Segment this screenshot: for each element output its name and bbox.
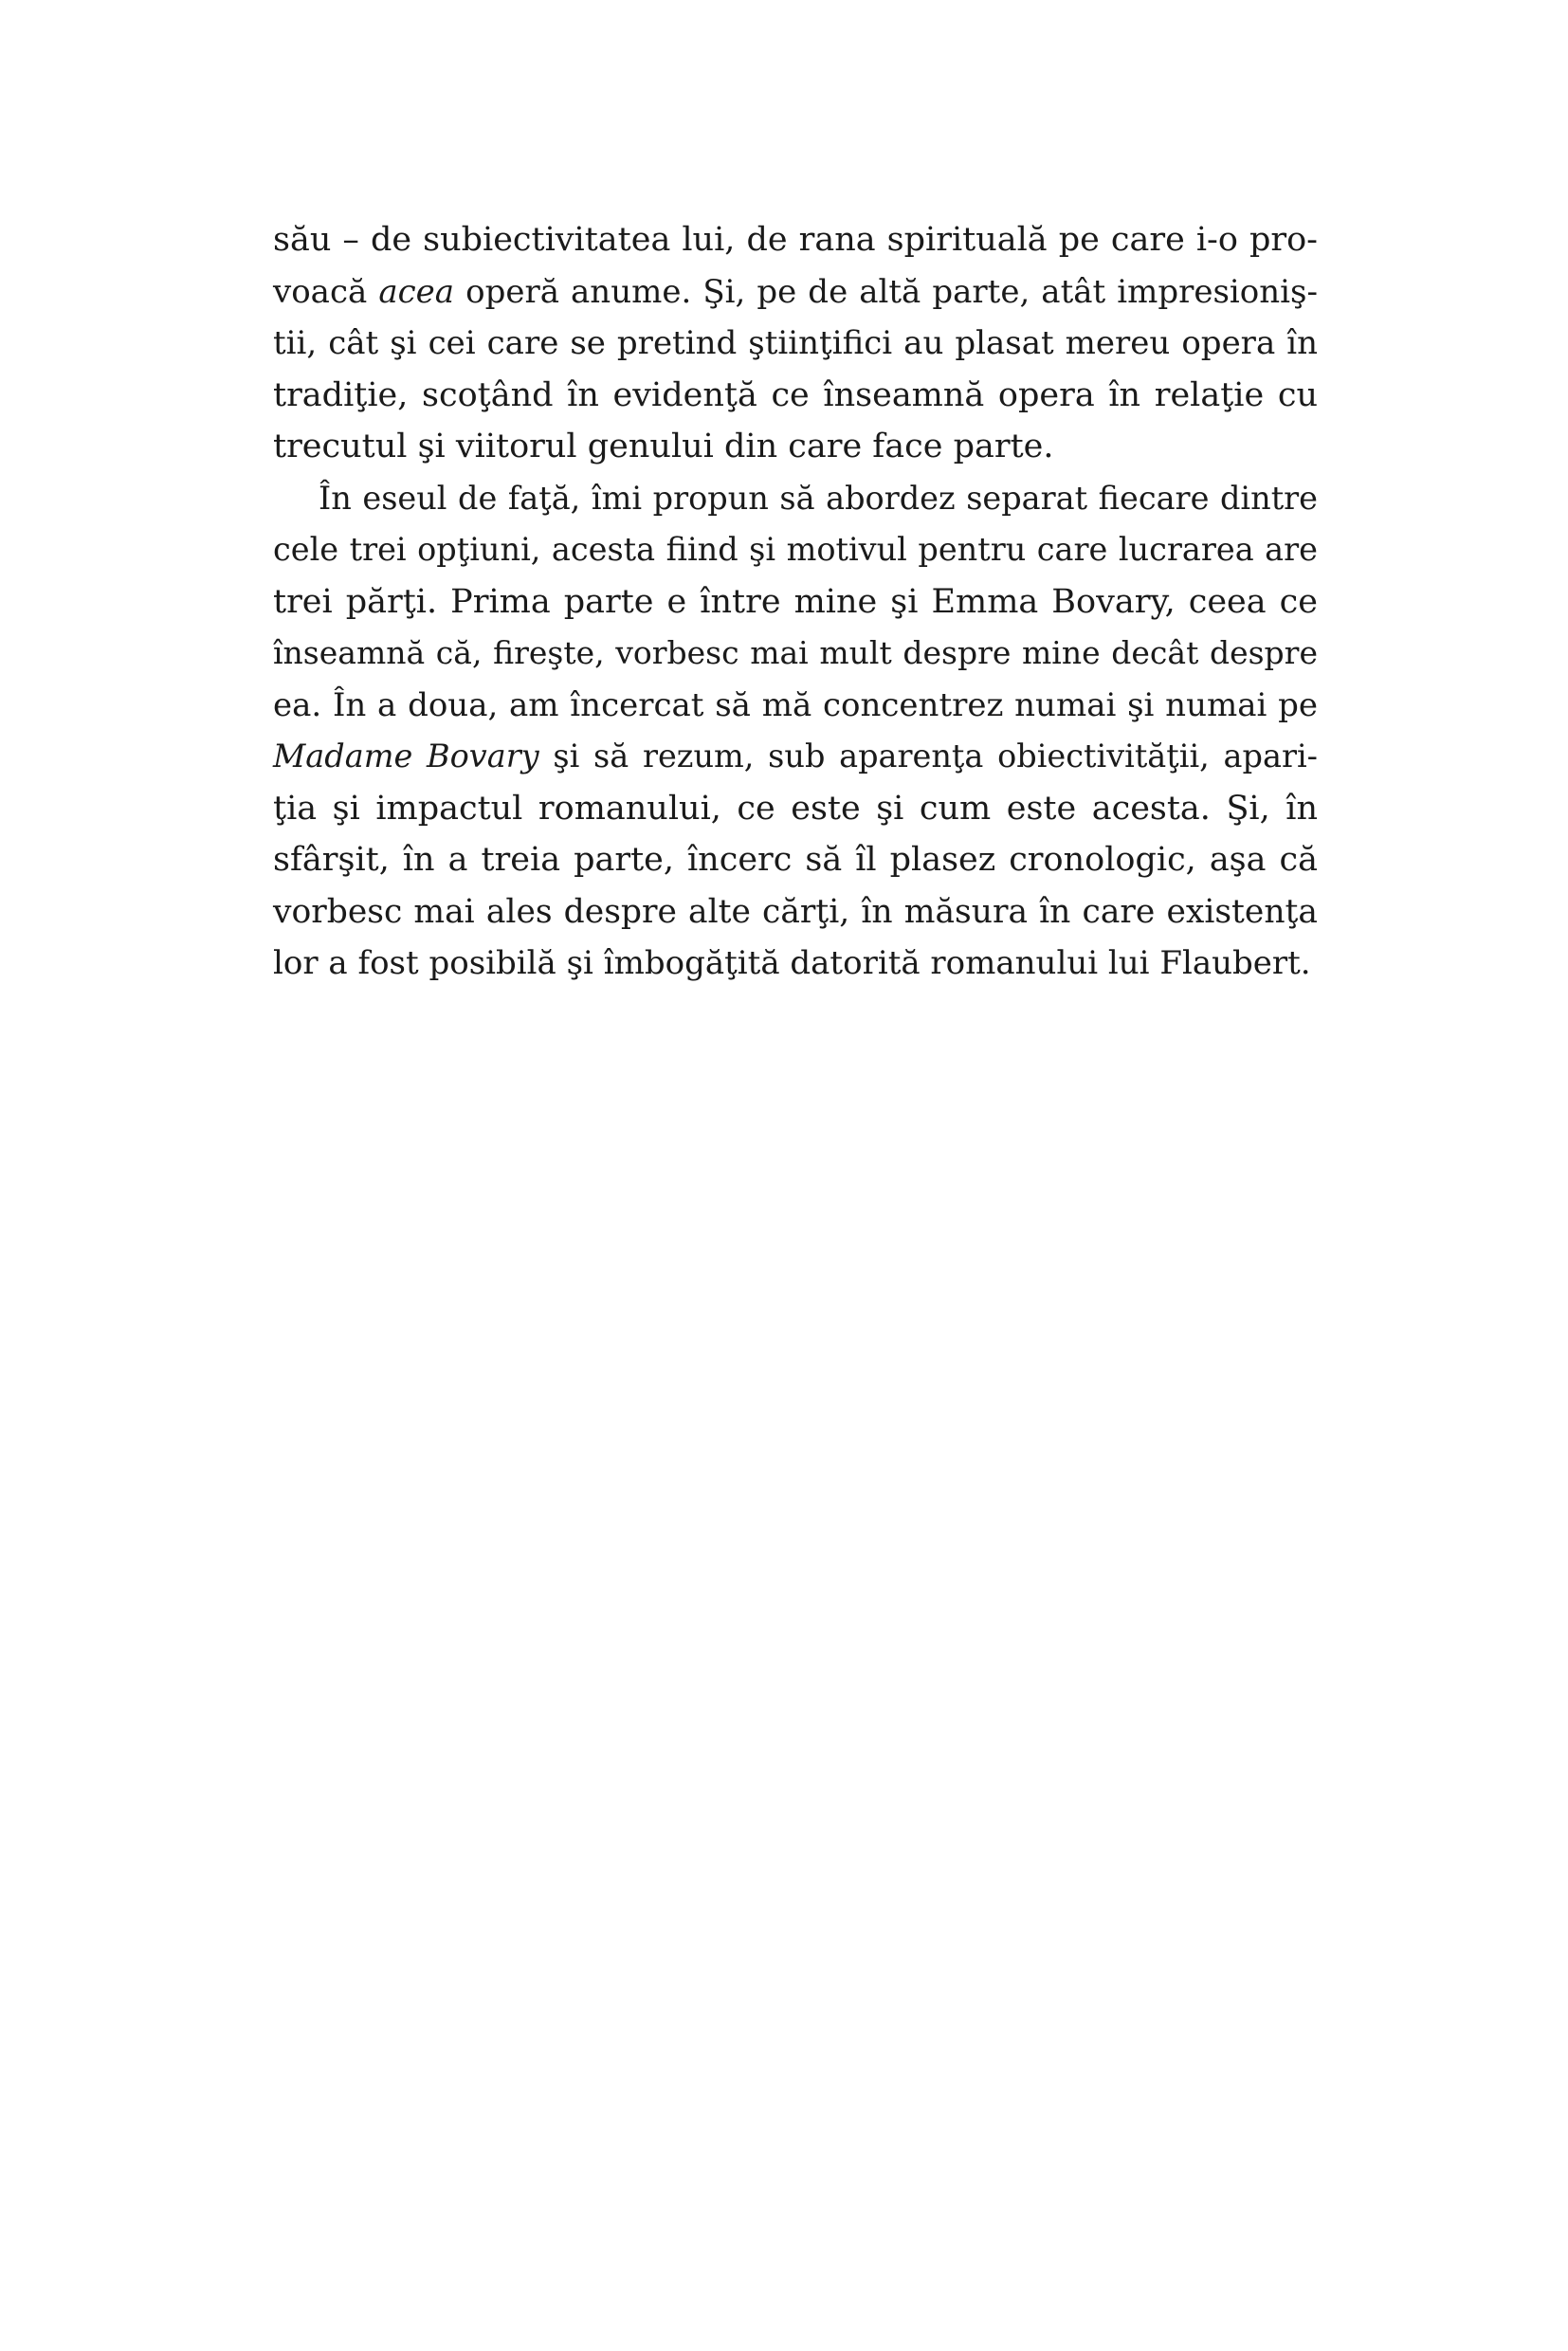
paragraph-2-line-6: Madame Bovary şi să rezum, sub aparenţa obiectivităţii, apari- <box>273 738 1318 775</box>
paragraph-1-line-4: tradiţie, scoţând în evidenţă ce înseamnă opera în relaţie cu <box>273 375 1318 414</box>
paragraph-2-line-2: cele trei opţiuni, acesta fiind şi motivul pentru care lucrarea are <box>273 531 1318 568</box>
paragraph-2-line-10: lor a fost posibilă şi îmbogăţită datorită romanului lui Flaubert. <box>273 944 1311 982</box>
body-text <box>273 214 1318 990</box>
paragraph-1-line-3: tii, cât şi cei care se pretind ştiinţifici au plasat mereu opera în <box>273 324 1318 362</box>
paragraph-2-line-3: trei părţi. Prima parte e între mine şi Emma Bovary, ceea ce <box>273 582 1318 621</box>
paragraph-1-line-2: voacă acea operă anume. Şi, pe de altă parte, atât impresioniş- <box>273 272 1318 311</box>
paragraph-2-line-4: înseamnă că, fireşte, vorbesc mai mult despre mine decât despre <box>273 634 1318 671</box>
emphasis-madame-bovary: Madame Bovary <box>273 738 539 775</box>
paragraph-1-line-5: trecutul şi viitorul genului din care face parte. <box>273 428 1054 465</box>
paragraph-2-line-7: ţia şi impactul romanului, ce este şi cum este acesta. Şi, în <box>273 789 1318 828</box>
paragraph-2-line-8: sfârşit, în a treia parte, încerc să îl plasez cronologic, aşa că <box>273 841 1318 879</box>
paragraph-2-line-1: În eseul de faţă, îmi propun să abordez separat fiecare dintre <box>319 479 1318 517</box>
paragraph-1-line-1: său – de subiectivitatea lui, de rana spirituală pe care i-o pro- <box>273 221 1318 259</box>
paragraph-2-line-9: vorbesc mai ales despre alte cărţi, în măsura în care existenţa <box>273 892 1318 931</box>
emphasis-acea: acea <box>378 272 455 311</box>
paragraph-2-line-5: ea. În a doua, am încercat să mă concentrez numai şi numai pe <box>273 685 1318 724</box>
